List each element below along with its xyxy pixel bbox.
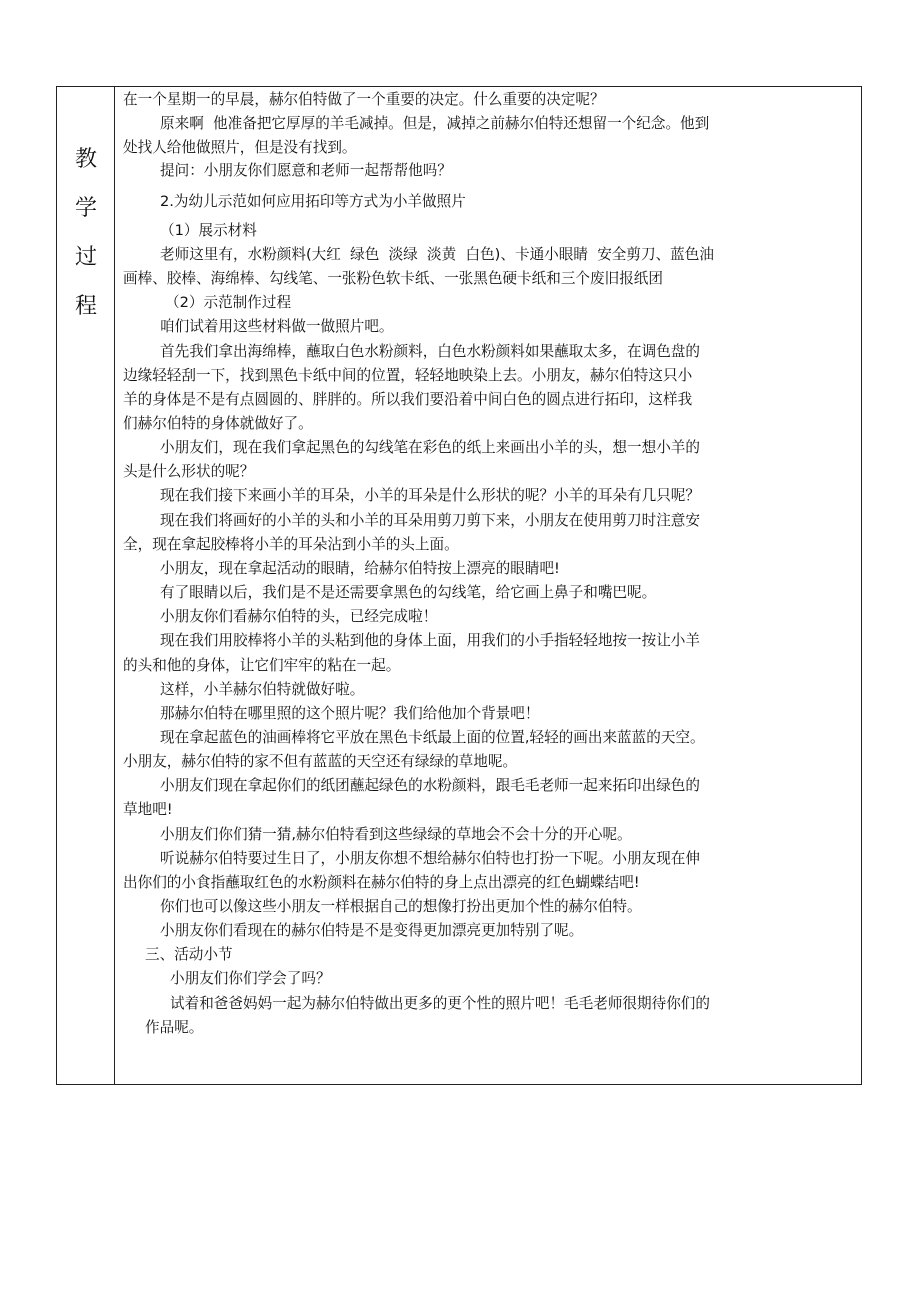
text-line: 小朋友们，现在我们拿起黑色的勾线笔在彩色的纸上来画出小羊的头，想一想小羊的 (160, 439, 700, 456)
text-line: 提问：小朋友你们愿意和老师一起帮帮他吗？ (160, 162, 452, 179)
text-line: （2）示范制作过程 (165, 294, 292, 311)
text-line: 小朋友们你们猜一猜,赫尔伯特看到这些绿绿的草地会不会十分的开心呢。 (160, 826, 632, 843)
text-line: 羊的身体是不是有点圆圆的、胖胖的。所以我们要沿着中间白色的圆点进行拓印，这样我 (123, 391, 693, 408)
text-line: 小朋友你们看现在的赫尔伯特是不是变得更加漂亮更加特别了呢。 (160, 922, 584, 939)
text-line: 首先我们拿出海绵棒，蘸取白色水粉颜料，白色水粉颜料如果蘸取太多，在调色盘的 (160, 343, 700, 360)
text-line: 小朋友们现在拿起你们的纸团蘸起绿色的水粉颜料，跟毛毛老师一起来拓印出绿色的 (160, 777, 700, 794)
text-line: 现在拿起蓝色的油画棒将它平放在黑色卡纸最上面的位置,轻轻的画出来蓝蓝的天空。 (160, 729, 705, 746)
lesson-content-cell (115, 87, 861, 1084)
text-line: 作品呢。 (145, 1019, 204, 1036)
text-line: 全，现在拿起胶棒将小羊的耳朵沾到小羊的头上面。 (123, 536, 459, 553)
text-line: 的头和他的身体，让它们牢牢的粘在一起。 (123, 657, 401, 674)
text-line: 小朋友，现在拿起活动的眼睛，给赫尔伯特按上漂亮的眼睛吧! (160, 560, 560, 577)
section-heading: 三、活动小节 (145, 946, 233, 963)
text-line: 现在我们接下来画小羊的耳朵，小羊的耳朵是什么形状的呢？小羊的耳朵有几只呢？ (160, 487, 700, 504)
text-line: 老师这里有，水粉颜料(大红 绿色 淡绿 淡黄 白色)、卡通小眼睛 安全剪刀、蓝色油 (160, 246, 714, 263)
text-line: 们赫尔伯特的身体就做好了。 (123, 415, 313, 432)
text-line: 处找人给他做照片，但是没有找到。 (123, 139, 357, 156)
text-line: 这样，小羊赫尔伯特就做好啦。 (160, 681, 365, 698)
text-line: 小朋友们你们学会了吗？ (170, 970, 331, 987)
text-line: 试着和爸爸妈妈一起为赫尔伯特做出更多的更个性的照片吧！毛毛老师很期待你们的 (170, 995, 710, 1012)
text-line: 那赫尔伯特在哪里照的这个照片呢？我们给他加个背景吧！ (160, 705, 540, 722)
text-line: 听说赫尔伯特要过生日了，小朋友你想不想给赫尔伯特也打扮一下呢。小朋友现在伸 (160, 850, 700, 867)
text-line: 原来啊 他准备把它厚厚的羊毛减掉。但是，减掉之前赫尔伯特还想留一个纪念。他到 (160, 115, 710, 132)
text-line: 小朋友，赫尔伯特的家不但有蓝蓝的天空还有绿绿的草地呢。 (123, 753, 518, 770)
text-line: 小朋友你们看赫尔伯特的头，已经完成啦！ (160, 608, 438, 625)
text-line: 画棒、胶棒、海绵棒、勾线笔、一张粉色软卡纸、一张黑色硬卡纸和三个废旧报纸团 (123, 270, 663, 287)
text-line: 现在我们将画好的小羊的头和小羊的耳朵用剪刀剪下来，小朋友在使用剪刀时注意安 (160, 512, 700, 529)
side-label-char: 教 (74, 147, 97, 172)
text-line: 2.为幼儿示范如何应用拓印等方式为小羊做照片 (160, 193, 466, 210)
lesson-table (56, 86, 862, 1085)
text-line: 边缘轻轻刮一下，找到黑色卡纸中间的位置，轻轻地映染上去。小朋友，赫尔伯特这只小 (123, 367, 693, 384)
text-line: 头是什么形状的呢？ (123, 463, 255, 480)
text-line: （1）展示材料 (160, 222, 257, 239)
side-label-char: 程 (74, 294, 97, 319)
text-line: 出你们的小食指蘸取红色的水粉颜料在赫尔伯特的身上点出漂亮的红色蝴蝶结吧! (123, 874, 640, 891)
text-line: 咱们试着用这些材料做一做照片吧。 (160, 318, 394, 335)
side-label-char: 学 (74, 196, 97, 221)
text-line: 在一个星期一的早晨，赫尔伯特做了一个重要的决定。什么重要的决定呢？ (123, 91, 605, 108)
text-line: 有了眼睛以后，我们是不是还需要拿黑色的勾线笔，给它画上鼻子和嘴巴呢。 (160, 584, 657, 601)
side-label-char: 过 (74, 245, 97, 270)
text-line: 草地吧! (123, 801, 173, 818)
text-line: 现在我们用胶棒将小羊的头粘到他的身体上面，用我们的小手指轻轻地按一按让小羊 (160, 632, 700, 649)
text-line: 你们也可以像这些小朋友一样根据自己的想像打扮出更加个性的赫尔伯特。 (160, 898, 642, 915)
section-label-cell (57, 87, 115, 1084)
